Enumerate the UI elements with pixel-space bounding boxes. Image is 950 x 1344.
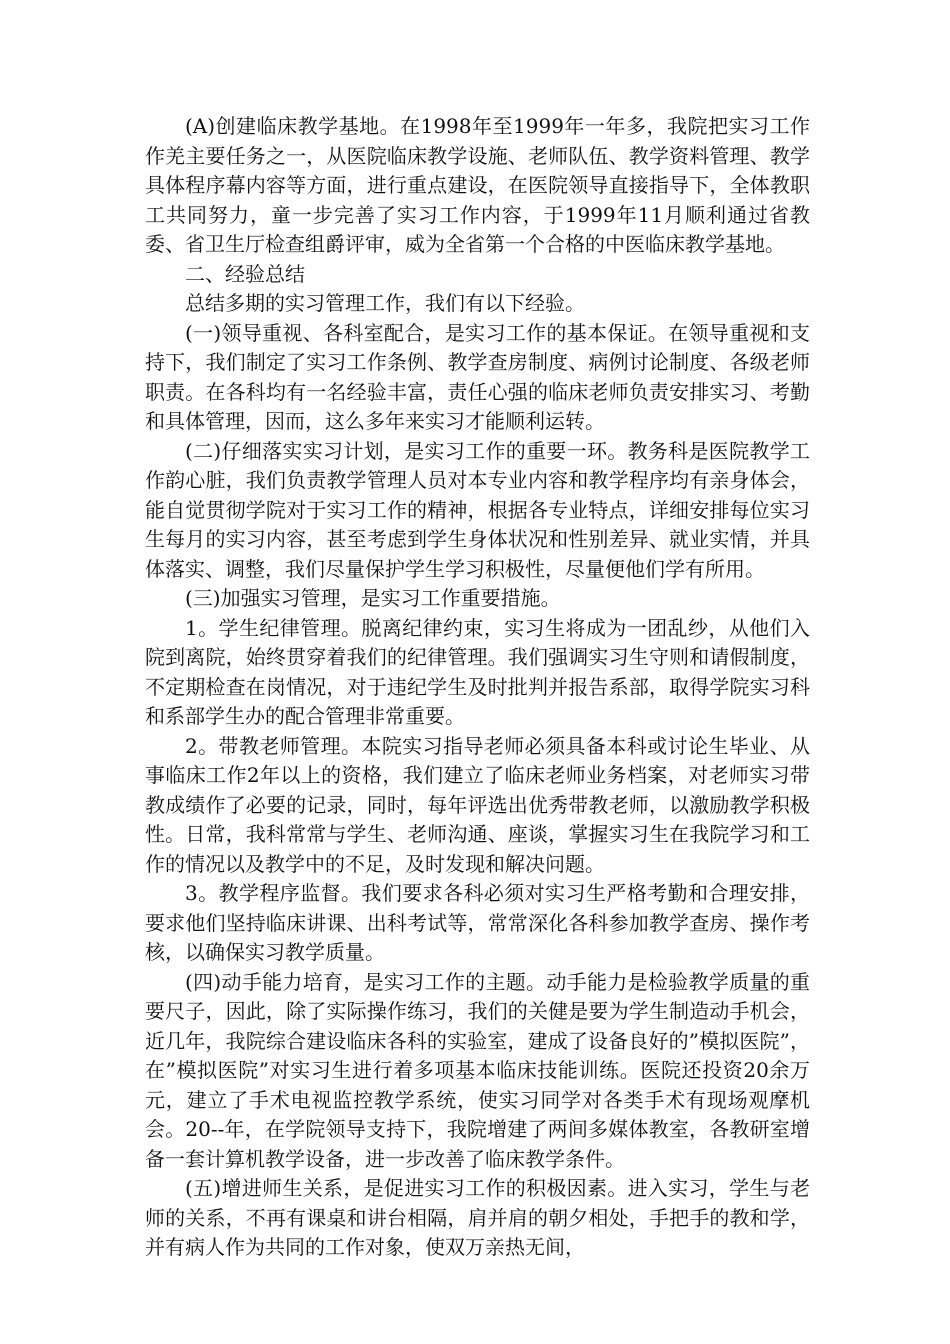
paragraph-discipline: 1。学生纪律管理。脱离纪律约束，实习生将成为一团乱纱，从他们入院到离院，始终贯穿着我们的纪律管理。我们强调实习生守则和请假制度，不定期检查在岗情况，对于违纪学生及时批判并报告系部，取得学院实习科和系部学生办的配合管理非常重要。 — [145, 615, 810, 728]
paragraph-teacher-management: 2。带教老师管理。本院实习指导老师必须具备本科或讨论生毕业、从事临床工作2年以上的资格，我们建立了临床老师业务档案，对老师实习带教成绩作了必要的记录，同时，每年评选出优秀带教老师，以激励教学积极性。日常，我科常常与学生、老师沟通、座谈，掌握实习生在我院学习和工作的情况以及教学中的不足，及时发现和解决问题。 — [145, 733, 810, 876]
paragraph-plan: (二)仔细落实实习计划，是实习工作的重要一环。教务科是医院教学工作韵心脏，我们负责教学管理人员对本专业内容和教学程序均有亲身体会，能自觉贯彻学院对于实习工作的精神，根据各专业特点，详细安排每位实习生每月的实习内容，甚至考虑到学生身体状况和性别差异、就业实情，并具体落实、调整，我们尽量保护学生学习积极性，尽量便他们学有所用。 — [145, 438, 810, 581]
paragraph-summary-intro: 总结多期的实习管理工作，我们有以下经验。 — [185, 291, 585, 315]
paragraph-clinical-base: (A)创建临床教学基地。在1998年至1999年一年多，我院把实习工作作羌主要任务之一，从医院临床教学设施、老师队伍、教学资料管理、教学具体程序幕内容等方面，进行重点建设，在医院领导直接指导下，全体教职工共同努力，童一步完善了实习工作内容，于1999年11月顺利通过省教委、省卫生厅检查组爵评审，威为全省第一个合格的中医临床教学基地。 — [145, 114, 810, 256]
paragraph-leadership: (一)领导重视、各科室配合，是实习工作的基本保证。在领导重视和支持下，我们制定了实习工作条例、教学查房制度、病例讨论制度、各级老师职责。在各科均有一名经验丰富，责任心强的临床老师负责安排实习、考勤和具体管理，因而，这么多年来实习才能顺利运转。 — [145, 320, 810, 433]
paragraph-management: (三)加强实习管理，是实习工作重要措施。 — [185, 586, 561, 610]
paragraph-practical-skills: (四)动手能力培育，是实习工作的主题。动手能力是检验教学质量的重要尺子，因此，除了实际操作练习，我们的关健是要为学生制造动手机会，近几年，我院综合建设临床各科的实验室，建成了设备良好的”模拟医院”，在”模拟医院”对实习生进行着多项基本临床技能训练。医院还投资20余万元，建立了手术电视监控教学系统，使实习同学对各类手术有现场观摩机会。20--年，在学院领导支持下，我院增建了两间多媒体教室，各教研室增备一套计算机教学设备，进一步改善了临床教学条件。 — [145, 969, 810, 1171]
paragraph-teacher-student: (五)增进师生关系，是促进实习工作的积极因素。进入实习，学生与老师的关系，不再有课桌和讲台相隔，肩并肩的朝夕相处，手把手的教和学，并有病人作为共同的工作对象，使双万亲热无间， — [145, 1176, 810, 1259]
section-heading-experience: 二、经验总结 — [185, 261, 305, 286]
document-body — [145, 112, 810, 1263]
paragraph-teaching-supervision: 3。教学程序监督。我们要求各科必须对实习生严格考勤和合理安排，要求他们坚持临床讲课、出科考试等，常常深化各科参加教学查房、操作考核，以确保实习教学质量。 — [145, 881, 810, 964]
